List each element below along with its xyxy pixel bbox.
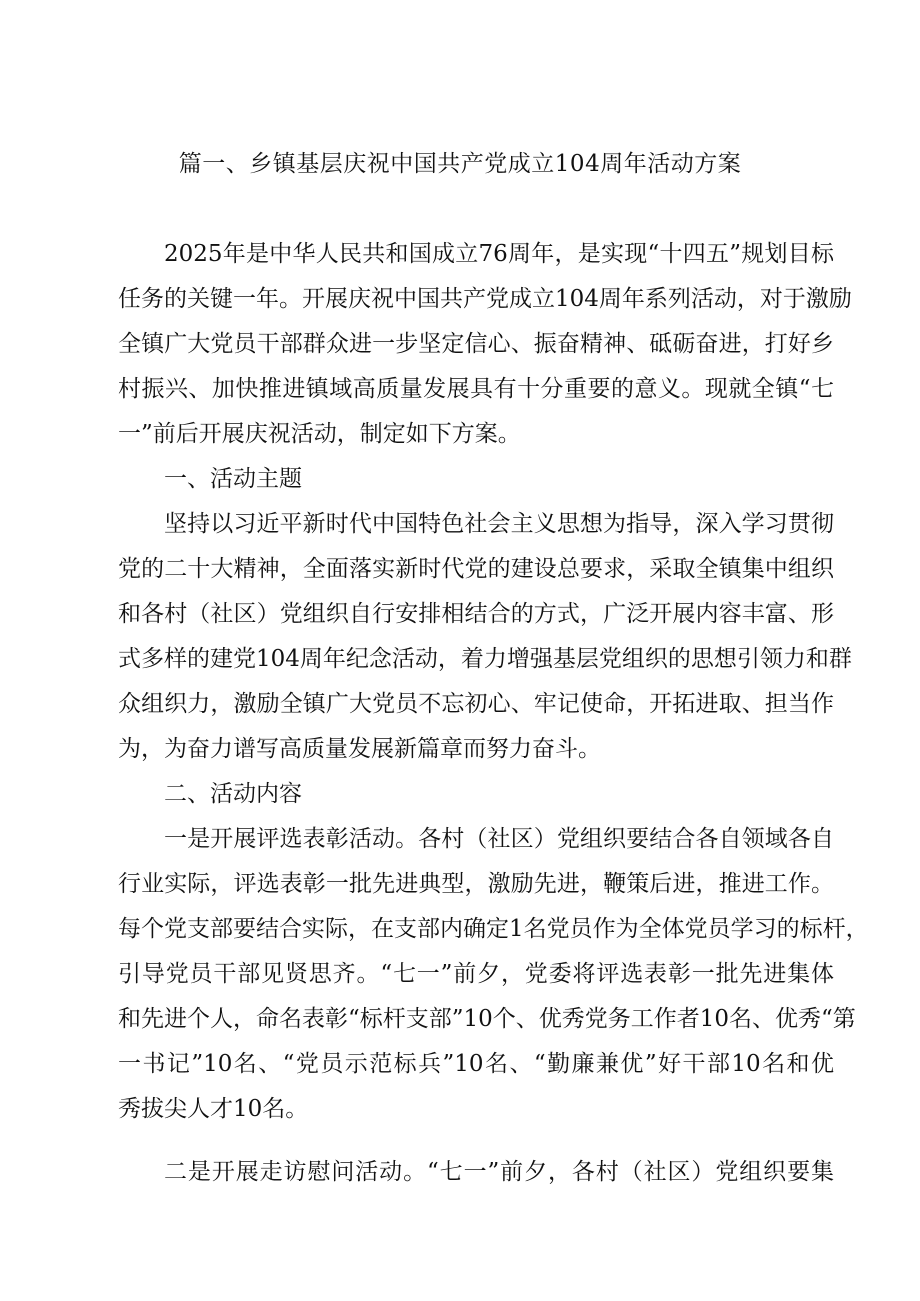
content-line: 一是开展评选表彰活动。各村（社区）党组织要结合各自领域各自 <box>164 826 834 852</box>
content-line: 引导党员干部见贤思齐。“七一”前夕，党委将评选表彰一批先进集体 <box>118 961 834 987</box>
document-body <box>118 232 869 1195</box>
theme-line: 党的二十大精神，全面落实新时代党的建设总要求，采取全镇集中组织 <box>118 556 834 582</box>
theme-line: 和各村（社区）党组织自行安排相结合的方式，广泛开展内容丰富、形 <box>118 601 834 627</box>
content-line: 二是开展走访慰问活动。“七一”前夕，各村（社区）党组织要集 <box>164 1159 834 1185</box>
intro-line: 全镇广大党员干部群众进一步坚定信心、振奋精神、砥砺奋进，打好乡 <box>118 331 834 357</box>
content-line: 一书记”10名、“党员示范标兵”10名、“勤廉兼优”好干部10名和优 <box>118 1051 834 1077</box>
content-line: 和先进个人，命名表彰“标杆支部”10个、优秀党务工作者10名、优秀“第 <box>118 1006 856 1032</box>
theme-line: 众组织力，激励全镇广大党员不忘初心、牢记使命，开拓进取、担当作 <box>118 691 834 717</box>
paragraph-gap <box>118 1132 834 1150</box>
theme-line: 坚持以习近平新时代中国特色社会主义思想为指导，深入学习贯彻 <box>164 511 834 537</box>
intro-line: 2025年是中华人民共和国成立76周年，是实现“十四五”规划目标 <box>164 241 834 267</box>
intro-line: 一”前后开展庆祝活动，制定如下方案。 <box>118 421 521 447</box>
section-heading-theme: 一、活动主题 <box>164 466 302 492</box>
section-heading-content: 二、活动内容 <box>164 781 302 807</box>
document-title: 篇一、乡镇基层庆祝中国共产党成立104周年活动方案 <box>178 151 742 177</box>
theme-line: 为，为奋力谱写高质量发展新篇章而努力奋斗。 <box>118 736 601 762</box>
content-line: 秀拔尖人才10名。 <box>118 1096 309 1122</box>
content-line: 行业实际，评选表彰一批先进典型，激励先进，鞭策后进，推进工作。 <box>118 871 834 897</box>
intro-line: 任务的关键一年。开展庆祝中国共产党成立104周年系列活动，对于激励 <box>118 286 852 312</box>
intro-line: 村振兴、加快推进镇域高质量发展具有十分重要的意义。现就全镇“七 <box>118 376 834 402</box>
theme-line: 式多样的建党104周年纪念活动，着力增强基层党组织的思想引领力和群 <box>118 646 852 672</box>
content-line: 每个党支部要结合实际，在支部内确定1名党员作为全体党员学习的标杆， <box>118 916 869 942</box>
